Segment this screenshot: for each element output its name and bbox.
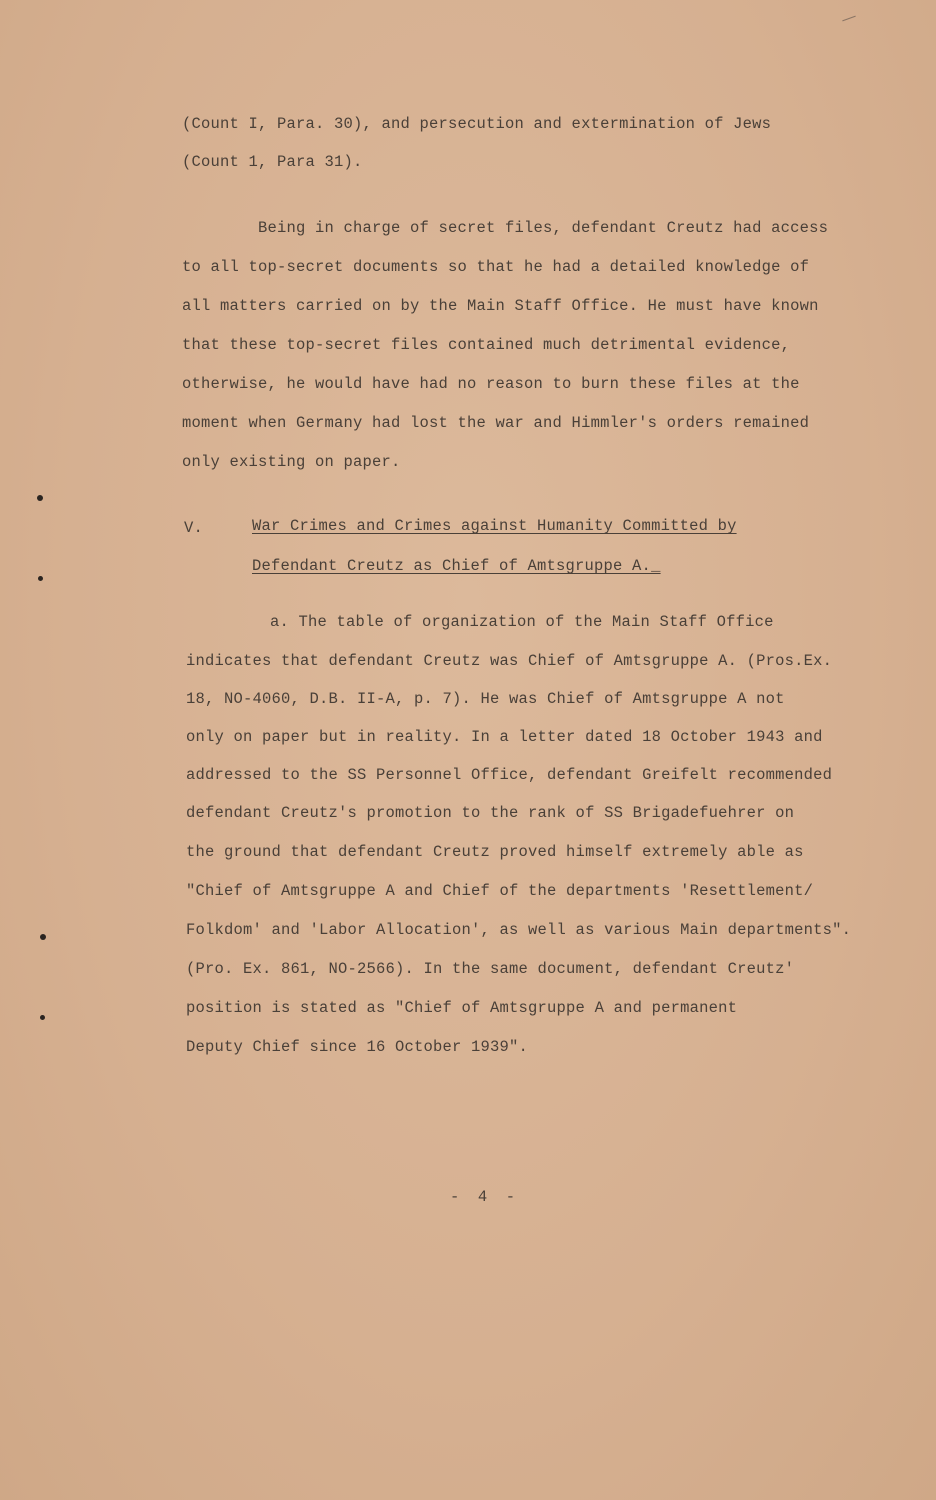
text-line: only on paper but in reality. In a letter dated 18 October 1943 and <box>186 728 823 746</box>
text-line: moment when Germany had lost the war and Himmler's orders remained <box>182 414 810 432</box>
text-line: Deputy Chief since 16 October 1939". <box>186 1038 529 1056</box>
text-line: defendant Creutz's promotion to the rank of SS Brigadefuehrer on <box>186 804 795 822</box>
section-heading: War Crimes and Crimes against Humanity Committed by <box>252 517 737 535</box>
text-line: Being in charge of secret files, defendant Creutz had access <box>258 219 829 237</box>
text-line: only existing on paper. <box>182 453 401 471</box>
page-number: - 4 - <box>450 1188 516 1206</box>
text-line: otherwise, he would have had no reason to burn these files at the <box>182 375 800 393</box>
text-line: a. The table of organization of the Main Staff Office <box>270 613 774 631</box>
text-line: addressed to the SS Personnel Office, defendant Greifelt recommended <box>186 766 833 784</box>
text-line: indicates that defendant Creutz was Chief of Amtsgruppe A. (Pros.Ex. <box>186 652 833 670</box>
section-number: V. <box>184 519 204 537</box>
text-line: to all top-secret documents so that he had a detailed knowledge of <box>182 258 810 276</box>
text-line: that these top-secret files contained much detrimental evidence, <box>182 336 791 354</box>
text-line: all matters carried on by the Main Staff Office. He must have known <box>182 297 819 315</box>
text-line: (Pro. Ex. 861, NO-2566). In the same document, defendant Creutz' <box>186 960 795 978</box>
text-line: "Chief of Amtsgruppe A and Chief of the departments 'Resettlement/ <box>186 882 814 900</box>
text-line: (Count 1, Para 31). <box>182 153 363 171</box>
text-line: position is stated as "Chief of Amtsgruppe A and permanent <box>186 999 738 1017</box>
binding-hole-mark <box>40 1015 45 1020</box>
binding-hole-mark <box>38 576 43 581</box>
text-line: 18, NO-4060, D.B. II-A, p. 7). He was Chief of Amtsgruppe A not <box>186 690 785 708</box>
paper-speck <box>842 16 855 22</box>
binding-hole-mark <box>40 934 46 940</box>
text-line: Folkdom' and 'Labor Allocation', as well as various Main departments". <box>186 921 852 939</box>
section-heading: Defendant Creutz as Chief of Amtsgruppe A._ <box>252 557 661 575</box>
text-line: (Count I, Para. 30), and persecution and extermination of Jews <box>182 115 772 133</box>
text-line: the ground that defendant Creutz proved himself extremely able as <box>186 843 804 861</box>
binding-hole-mark <box>37 495 43 501</box>
